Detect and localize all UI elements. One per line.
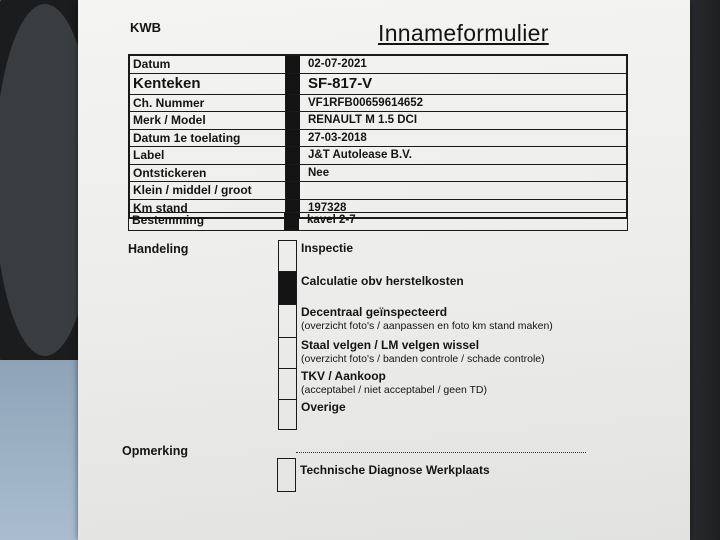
opmerking-dotted-line[interactable] bbox=[296, 452, 586, 453]
check-item-calculatie bbox=[278, 271, 608, 304]
separator-bar bbox=[286, 165, 300, 182]
info-value bbox=[300, 182, 626, 199]
check-label: Staal velgen / LM velgen wissel bbox=[301, 338, 480, 352]
separator-bar bbox=[286, 130, 300, 147]
bestemming-label: Bestemming bbox=[129, 213, 285, 230]
diagnose-item bbox=[277, 458, 490, 492]
check-label: Inspectie bbox=[301, 241, 354, 255]
handeling-checklist bbox=[278, 240, 608, 430]
brand-label: KWB bbox=[130, 20, 162, 35]
info-label: Merk / Model bbox=[130, 112, 286, 129]
handeling-label: Handeling bbox=[128, 242, 189, 256]
info-row-label bbox=[130, 147, 626, 165]
checkbox-checked[interactable] bbox=[278, 271, 297, 304]
check-item-velgen bbox=[278, 337, 608, 368]
check-item-overige bbox=[278, 399, 608, 430]
info-row-ontstickeren bbox=[130, 165, 626, 183]
checkbox[interactable] bbox=[278, 337, 297, 368]
info-label: Ontstickeren bbox=[130, 165, 286, 182]
info-value: SF-817-V bbox=[308, 74, 373, 92]
check-label: TKV / Aankoop bbox=[301, 369, 386, 383]
info-label: Klein / middel / groot bbox=[130, 182, 286, 199]
separator-bar bbox=[286, 147, 300, 164]
check-label: Decentraal geïnspecteerd bbox=[301, 305, 448, 319]
separator-bar bbox=[286, 182, 300, 199]
intake-form-paper bbox=[78, 0, 690, 540]
check-sublabel: (acceptabel / niet acceptabel / geen TD) bbox=[301, 384, 488, 396]
opmerking-label: Opmerking bbox=[122, 444, 188, 458]
checkbox[interactable] bbox=[278, 399, 297, 430]
info-value: VF1RFB00659614652 bbox=[308, 96, 424, 109]
bestemming-value: kavel 2-7 bbox=[307, 214, 356, 226]
info-row-toelating bbox=[130, 130, 626, 148]
separator-bar bbox=[285, 213, 299, 230]
check-label: Calculatie obv herstelkosten bbox=[301, 274, 464, 288]
checkbox[interactable] bbox=[278, 368, 297, 399]
info-value: 27-03-2018 bbox=[308, 131, 367, 144]
info-label: Kenteken bbox=[130, 74, 286, 94]
check-sublabel: (overzicht foto's / aanpassen en foto km stand maken) bbox=[301, 320, 553, 332]
info-row-kenteken bbox=[130, 74, 626, 95]
separator-bar bbox=[286, 112, 300, 129]
info-value: Nee bbox=[308, 166, 330, 179]
check-item-inspectie bbox=[278, 240, 608, 271]
separator-bar bbox=[286, 74, 300, 94]
separator-bar bbox=[286, 56, 300, 73]
info-value: 197328 bbox=[308, 201, 347, 214]
info-value: J&T Autolease B.V. bbox=[308, 149, 412, 161]
check-item-decentraal bbox=[278, 304, 608, 337]
checkbox[interactable] bbox=[277, 458, 296, 492]
bestemming-row bbox=[128, 212, 628, 231]
diagnose-label: Technische Diagnose Werkplaats bbox=[300, 463, 490, 477]
info-label: Km stand bbox=[130, 200, 286, 218]
check-sublabel: (overzicht foto's / banden controle / schade controle) bbox=[301, 353, 545, 365]
info-label: Datum 1e toelating bbox=[130, 130, 286, 147]
info-label: Ch. Nummer bbox=[130, 95, 286, 112]
info-label: Datum bbox=[130, 56, 286, 73]
info-row-merk-model bbox=[130, 112, 626, 130]
info-label: Label bbox=[130, 147, 286, 164]
checkbox[interactable] bbox=[278, 240, 297, 271]
check-item-tkv bbox=[278, 368, 608, 399]
info-row-chassis bbox=[130, 95, 626, 113]
checkbox[interactable] bbox=[278, 304, 297, 337]
info-value: 02-07-2021 bbox=[308, 58, 367, 70]
info-row-klein-middel-groot bbox=[130, 182, 626, 200]
info-value: RENAULT M 1.5 DCI bbox=[308, 114, 418, 126]
separator-bar bbox=[286, 95, 300, 112]
check-label: Overige bbox=[301, 400, 346, 414]
vehicle-info-table bbox=[128, 54, 628, 219]
info-row-datum bbox=[130, 56, 626, 74]
form-title: Innameformulier bbox=[378, 20, 549, 46]
